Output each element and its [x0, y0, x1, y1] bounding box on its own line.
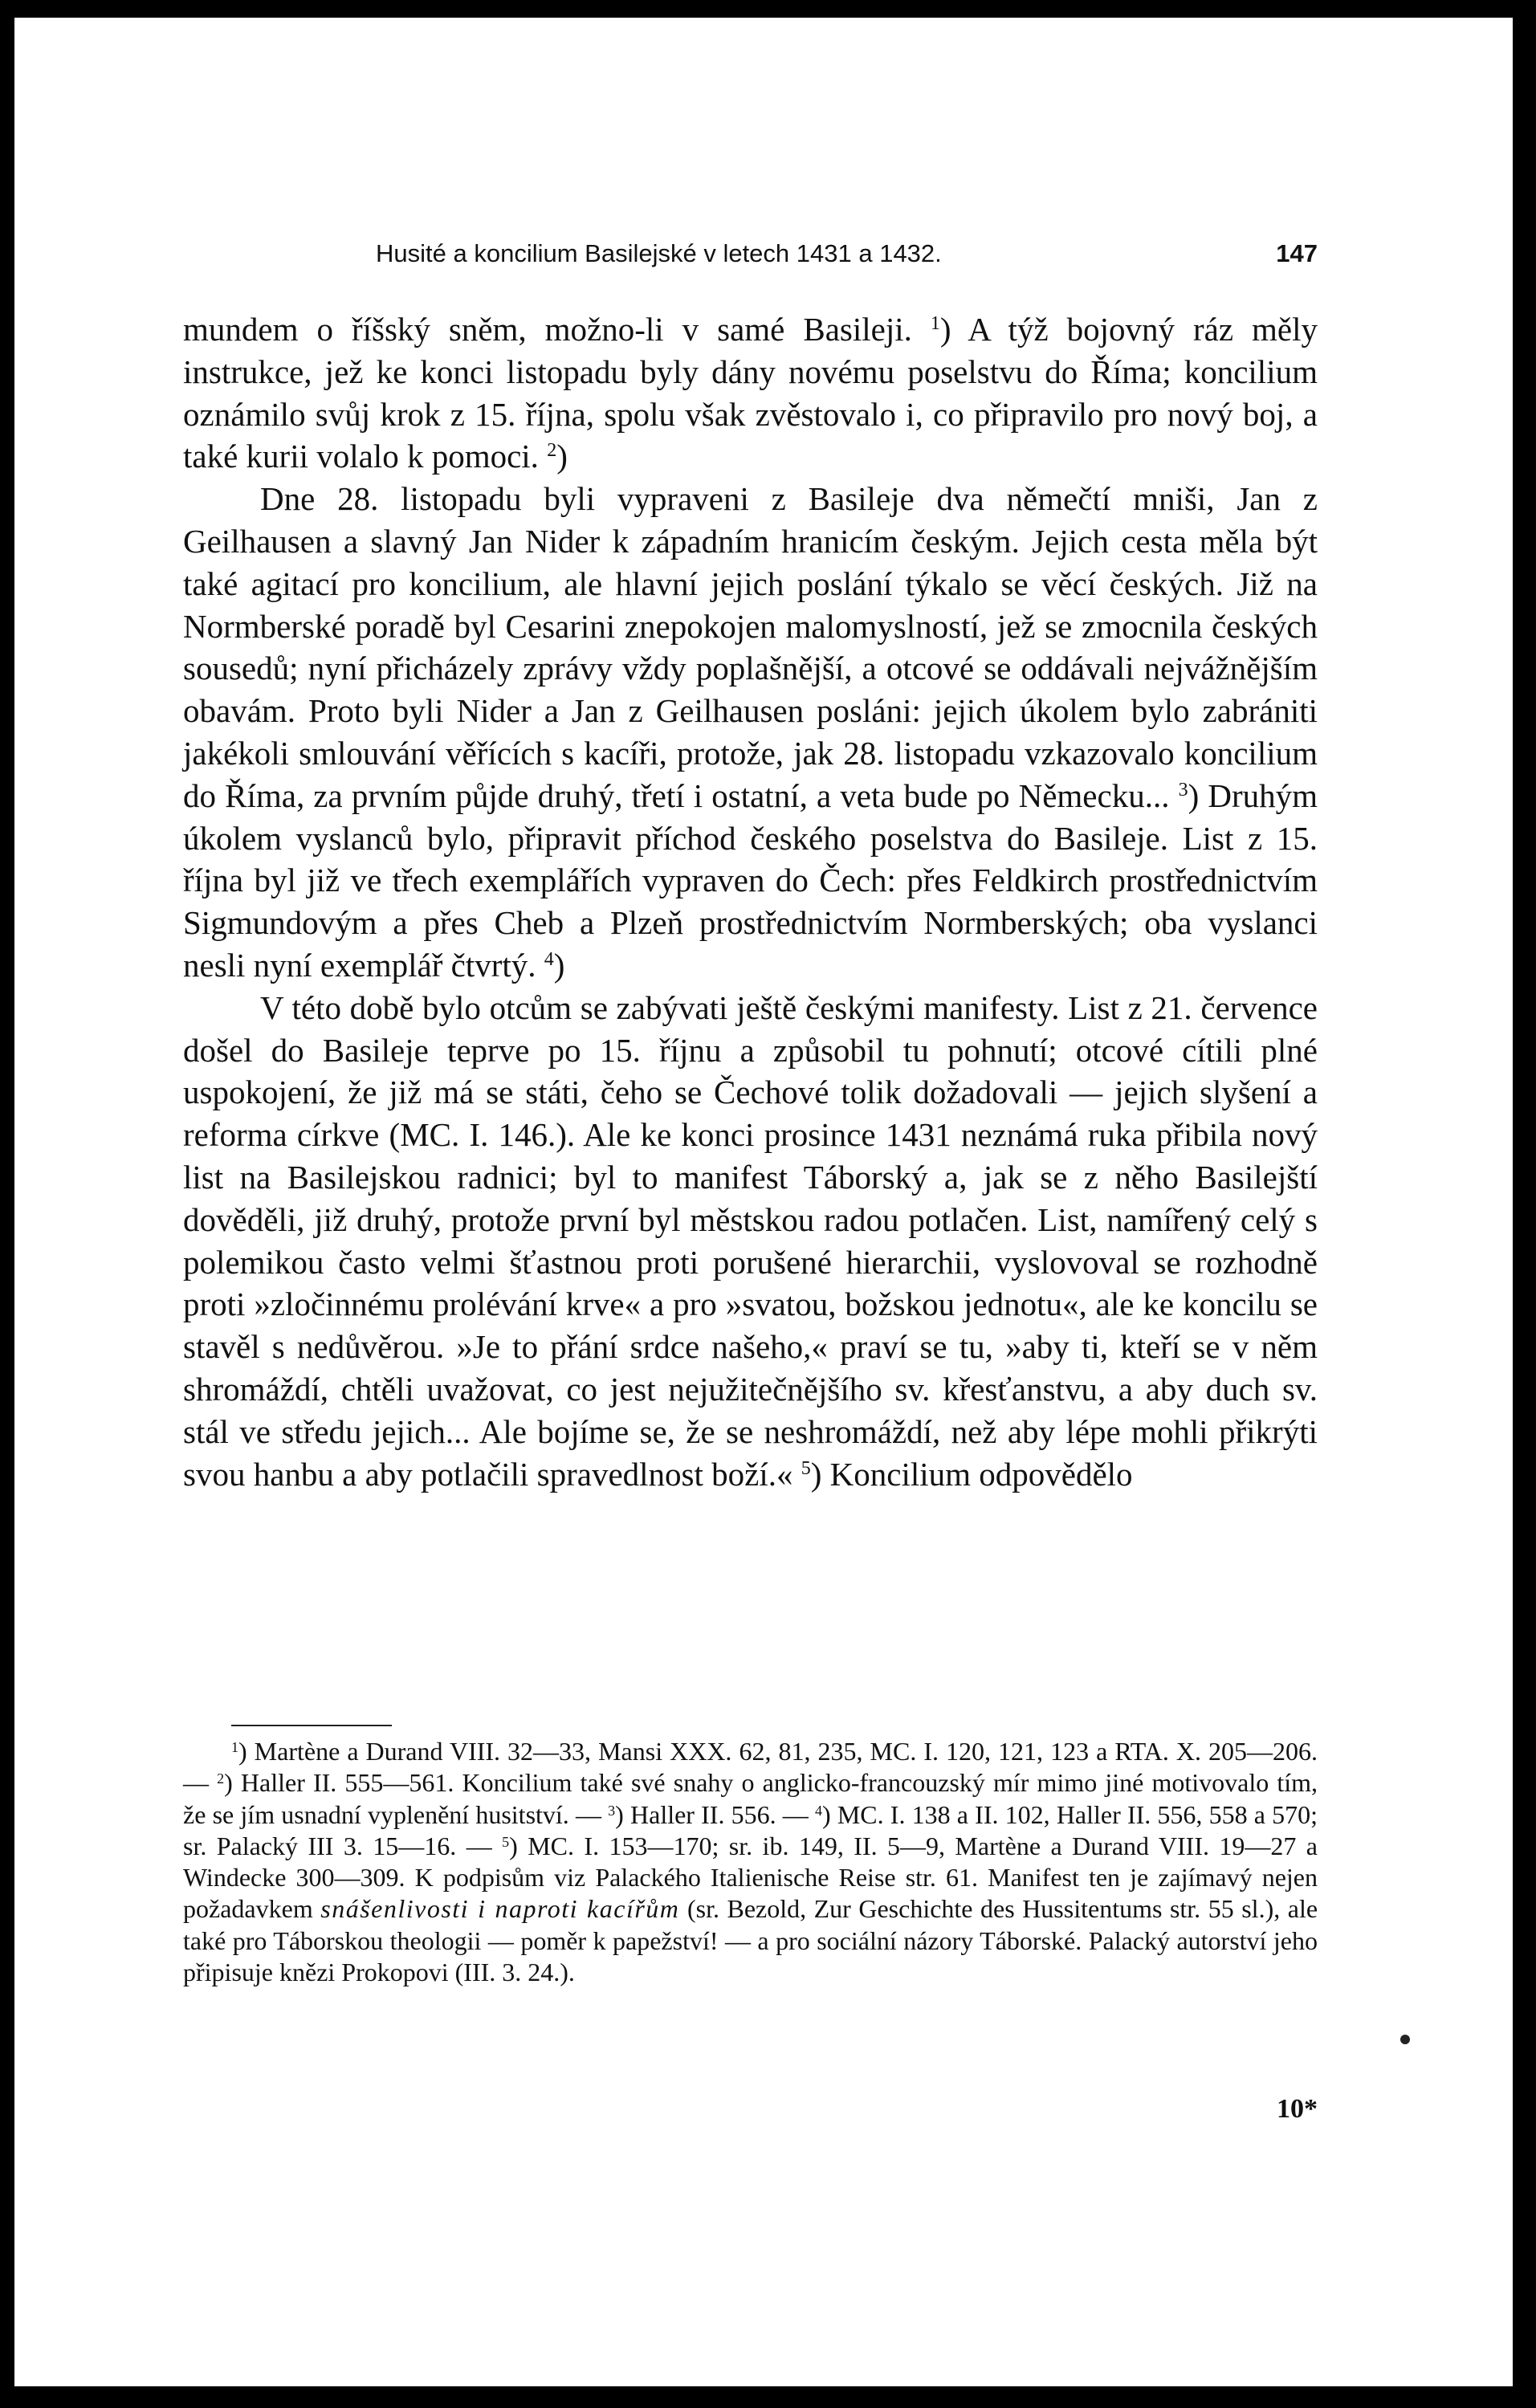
- footnote-text: (sr. Bezold, Zur Geschichte des Hussitentums str. 55 sl.), ale také pro Táborskou theologii — poměr k papežství! — a pro sociální názory Táborské. Palacký autorství jeho připisuje knězi Prokopovi (III. 3. 24.).: [183, 1894, 1318, 1987]
- paragraph-3: [183, 987, 1318, 1496]
- body-text: [183, 308, 1318, 1495]
- running-title: Husité a koncilium Basilejské v letech 1431 a 1432.: [376, 239, 942, 267]
- footnote-divider: [231, 1725, 392, 1726]
- text-run: V této době bylo otcům se zabývati ještě českými manifesty. List z 21. července došel do Basileje teprve po 15. říjnu a způsobil tu pohnutí; otcové cítili plné uspokojení, že již má se státi, čeho se Čechové tolik dožadovali — jejich slyšení a reforma církve (MC. I. 146.). Ale ke konci prosince 1431 neznámá ruka přibila nový list na Basilejskou radnici; byl to manifest Táborský a, jak se z něho Basilejští dověděli, již druhý, protože první byl městskou radou potlačen. List, namířený celý s polemikou často velmi šťastnou proti porušené hierarchii, vyslovoval se rozhodně proti »zločinnému prolévání krve« a pro »svatou, božskou jednotu«, ale ke koncilu se stavěl s nedůvěrou. »Je to přání srdce našeho,« praví se tu, »aby ti, kteří se v něm shromáždí, chtěli uvažovat, co jest nejužitečnějšího sv. křesťanstvu, a aby duch sv. stál ve středu jejich... Ale bojíme se, že se neshromáždí, než aby lépe mohli přikrýti svou hanbu a aby potlačili spravedlnost boží.«: [183, 988, 1318, 1493]
- footnote-ref-4: 4: [544, 948, 554, 970]
- text-run: ) Druhým úkolem vyslanců bylo, připravit příchod českého poselstva do Basileje. List z 15. října byl již ve třech exemplářích vypraven do Čech: přes Feldkirch prostřednictvím Sigmundovým a přes Cheb a Plzeň prostřednictvím Normberských; oba vyslanci nesli nyní exemplář čtvrtý.: [183, 776, 1318, 984]
- footnote-ref-5: 5: [801, 1457, 811, 1479]
- text-run: mundem o říšský sněm, možno-li v samé Basileji.: [183, 311, 912, 348]
- text-run: ) A týž bojovný ráz měly instrukce, jež ke konci listopadu byly dány novému poselstvu do Říma; koncilium oznámilo svůj krok z 15. října, spolu však zvěstovalo i, co připravilo pro nový boj, a také kurii volalo k pomoci.: [183, 311, 1318, 475]
- footnote-mark-1: 1: [231, 1739, 238, 1755]
- footnote-text: ) Haller II. 556. —: [615, 1799, 809, 1829]
- text-run: ) Koncilium odpovědělo: [810, 1455, 1133, 1493]
- footnote-block: [183, 1736, 1318, 1988]
- footnote-ref-1: 1: [930, 313, 940, 334]
- footnote-ref-3: 3: [1178, 779, 1188, 801]
- footnote-mark-2: 2: [217, 1770, 225, 1787]
- page: [14, 18, 1513, 2386]
- footnote-mark-4: 4: [814, 1802, 822, 1819]
- text-run: Dne 28. listopadu byli vypraveni z Basileje dva němečtí mniši, Jan z Geilhausen a slavný Jan Nider k západním hranicím českým. Jejich cesta měla být také agitací pro koncilium, ale hlavní jejich poslání týkalo se věcí českých. Již na Normberské poradě byl Cesarini znepokojen malomyslností, jež se zmocnila českých sousedů; nyní přicházely zprávy vždy poplašnější, a otcové se oddávali nejvážnějším obavám. Proto byli Nider a Jan z Geilhausen posláni: jejich úkolem bylo zabrániti jakékoli smlouvání věřících s kacíři, protože, jak 28. listopadu vzkazovalo koncilium do Říma, za prvním půjde druhý, třetí i ostatní, a veta bude po Německu...: [183, 480, 1318, 814]
- footnote-mark-3: 3: [608, 1802, 616, 1819]
- footnotes: [183, 1736, 1318, 1988]
- page-number: 147: [1276, 239, 1318, 267]
- text-run: ): [556, 438, 568, 475]
- running-header: [183, 239, 1318, 278]
- footnote-text: ) MC. I. 153—170; sr. ib. 149, II. 5—9, Martène a Durand VIII. 19—27 a Windecke 300—309. K podpisům viz Palackého Italienische Reise str. 61. Manifest ten je zajímavý nejen požadavkem: [183, 1831, 1318, 1924]
- paragraph-2: [183, 478, 1318, 987]
- footnote-ref-2: 2: [547, 440, 557, 462]
- signature-mark: 10*: [1277, 2094, 1318, 2124]
- stray-dot: [1400, 2035, 1410, 2044]
- footnote-text: ) Martène a Durand VIII. 32—33, Mansi XXX. 62, 81, 235, MC. I. 120, 121, 123 a RTA. X. 205—206. —: [183, 1737, 1318, 1798]
- footnote-emphasis: snášenlivosti i naproti kacířům: [320, 1894, 680, 1924]
- footnote-text: ) MC. I. 138 a II. 102, Haller II. 556, 558 a 570; sr. Palacký III 3. 15—16. —: [183, 1799, 1318, 1860]
- footnote-mark-5: 5: [502, 1833, 510, 1850]
- text-run: ): [553, 946, 565, 984]
- footnote-text: ) Haller II. 555—561. Koncilium také své snahy o anglicko-francouzský mír mimo jiné motivovalo tím, že se jím usnadní vyplenění husitství. —: [183, 1768, 1318, 1829]
- paragraph-1: [183, 308, 1318, 478]
